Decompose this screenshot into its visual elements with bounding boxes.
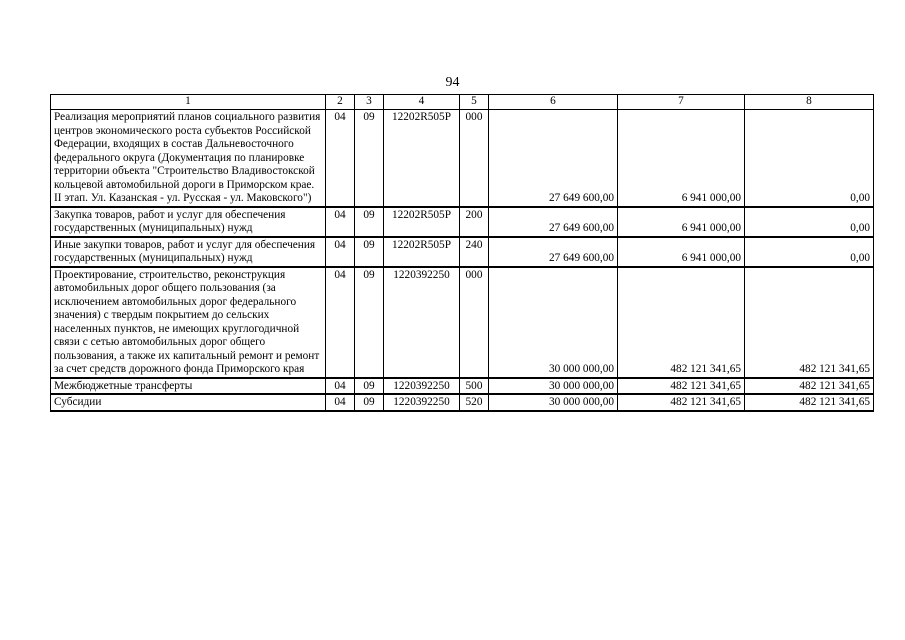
expense-type-code: 500 [460, 378, 489, 395]
column-header: 1 [51, 95, 326, 110]
column-header: 5 [460, 95, 489, 110]
column-header: 8 [745, 95, 874, 110]
row-name: Иные закупки товаров, работ и услуг для обеспечения государственных (муниципальных) нужд [51, 237, 326, 267]
section-code: 04 [326, 267, 355, 378]
section-code: 04 [326, 110, 355, 207]
expense-type-code: 520 [460, 394, 489, 411]
target-article-code: 12202R505P [384, 110, 460, 207]
row-name: Межбюджетные трансферты [51, 378, 326, 395]
amount-col8: 482 121 341,65 [745, 267, 874, 378]
amount-col6: 27 649 600,00 [489, 237, 618, 267]
amount-col8: 0,00 [745, 110, 874, 207]
amount-col7: 482 121 341,65 [618, 378, 745, 395]
subsection-code: 09 [355, 237, 384, 267]
amount-col8: 0,00 [745, 207, 874, 237]
subsection-code: 09 [355, 110, 384, 207]
expense-type-code: 200 [460, 207, 489, 237]
expense-type-code: 240 [460, 237, 489, 267]
table-row [51, 394, 874, 411]
table-row [51, 267, 874, 378]
subsection-code: 09 [355, 207, 384, 237]
amount-col7: 482 121 341,65 [618, 267, 745, 378]
column-header: 6 [489, 95, 618, 110]
table-row [51, 237, 874, 267]
row-name: Субсидии [51, 394, 326, 411]
subsection-code: 09 [355, 394, 384, 411]
amount-col8: 0,00 [745, 237, 874, 267]
table-row [51, 378, 874, 395]
amount-col6: 30 000 000,00 [489, 394, 618, 411]
amount-col7: 6 941 000,00 [618, 207, 745, 237]
amount-col6: 27 649 600,00 [489, 110, 618, 207]
target-article-code: 1220392250 [384, 267, 460, 378]
target-article-code: 1220392250 [384, 378, 460, 395]
amount-col7: 6 941 000,00 [618, 237, 745, 267]
expense-type-code: 000 [460, 110, 489, 207]
amount-col8: 482 121 341,65 [745, 394, 874, 411]
table-header-row [51, 95, 874, 110]
target-article-code: 12202R505P [384, 237, 460, 267]
row-name: Реализация мероприятий планов социального развития центров экономического роста субъектов Российской Федерации, входящих в состав Дальневосточного федерального округа (Документация по планировке территории объекта "Строительство Владивостокской кольцевой автомобильной дороги в Приморском крае. II этап. Ул. Казанская - ул. Русская - ул. Маковского") [51, 110, 326, 207]
amount-col6: 30 000 000,00 [489, 378, 618, 395]
table-row [51, 110, 874, 207]
table-row [51, 207, 874, 237]
column-header: 2 [326, 95, 355, 110]
budget-table [50, 94, 874, 412]
column-header: 7 [618, 95, 745, 110]
amount-col6: 27 649 600,00 [489, 207, 618, 237]
amount-col6: 30 000 000,00 [489, 267, 618, 378]
expense-type-code: 000 [460, 267, 489, 378]
section-code: 04 [326, 207, 355, 237]
subsection-code: 09 [355, 378, 384, 395]
amount-col7: 482 121 341,65 [618, 394, 745, 411]
amount-col7: 6 941 000,00 [618, 110, 745, 207]
section-code: 04 [326, 237, 355, 267]
page-number: 94 [445, 75, 460, 90]
subsection-code: 09 [355, 267, 384, 378]
amount-col8: 482 121 341,65 [745, 378, 874, 395]
row-name: Закупка товаров, работ и услуг для обеспечения государственных (муниципальных) нужд [51, 207, 326, 237]
column-header: 3 [355, 95, 384, 110]
section-code: 04 [326, 378, 355, 395]
target-article-code: 1220392250 [384, 394, 460, 411]
target-article-code: 12202R505P [384, 207, 460, 237]
column-header: 4 [384, 95, 460, 110]
section-code: 04 [326, 394, 355, 411]
row-name: Проектирование, строительство, реконструкция автомобильных дорог общего пользования (за исключением автомобильных дорог федерального значения) с твердым покрытием до сельских населенных пунктов, не имеющих круглогодичной связи с сетью автомобильных дорог общего пользования, а также их капитальный ремонт и ремонт за счет средств дорожного фонда Приморского края [51, 267, 326, 378]
